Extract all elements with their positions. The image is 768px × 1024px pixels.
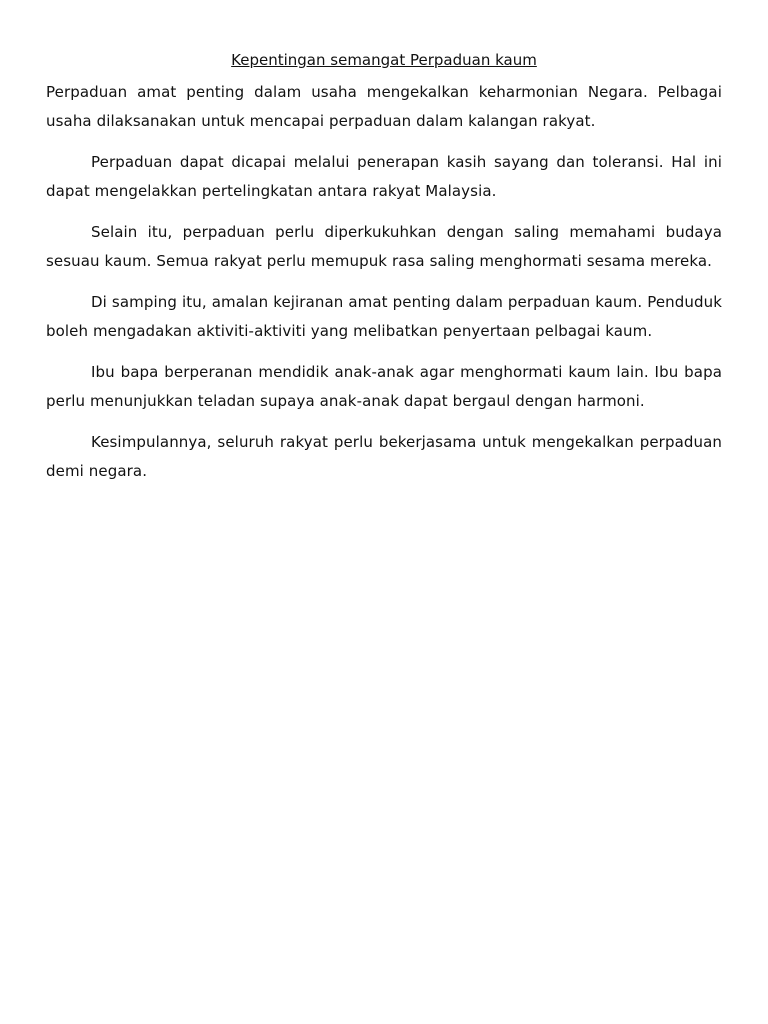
paragraph-kesimpulan: Kesimpulannya, seluruh rakyat perlu bekerjasama untuk mengekalkan perpaduan demi negara. [46, 433, 722, 480]
document-body [46, 50, 722, 498]
paragraph-introduction: Perpaduan amat penting dalam usaha mengekalkan keharmonian Negara. Pelbagai usaha dilaksanakan untuk mencapai perpaduan dalam kalangan rakyat. [46, 83, 722, 130]
paragraph-ibu-bapa: Ibu bapa berperanan mendidik anak-anak agar menghormati kaum lain. Ibu bapa perlu menunjukkan teladan supaya anak-anak dapat bergaul dengan harmoni. [46, 363, 722, 410]
paragraph-kejiranan: Di samping itu, amalan kejiranan amat penting dalam perpaduan kaum. Penduduk boleh mengadakan aktiviti-aktiviti yang melibatkan penyertaan pelbagai kaum. [46, 293, 722, 340]
document-title: Kepentingan semangat Perpaduan kaum [231, 51, 537, 69]
paragraph-budaya: Selain itu, perpaduan perlu diperkukuhkan dengan saling memahami budaya sesuau kaum. Semua rakyat perlu memupuk rasa saling menghormati sesama mereka. [46, 223, 722, 270]
paragraph-kasih-sayang: Perpaduan dapat dicapai melalui penerapan kasih sayang dan toleransi. Hal ini dapat mengelakkan pertelingkatan antara rakyat Malaysia. [46, 153, 722, 200]
